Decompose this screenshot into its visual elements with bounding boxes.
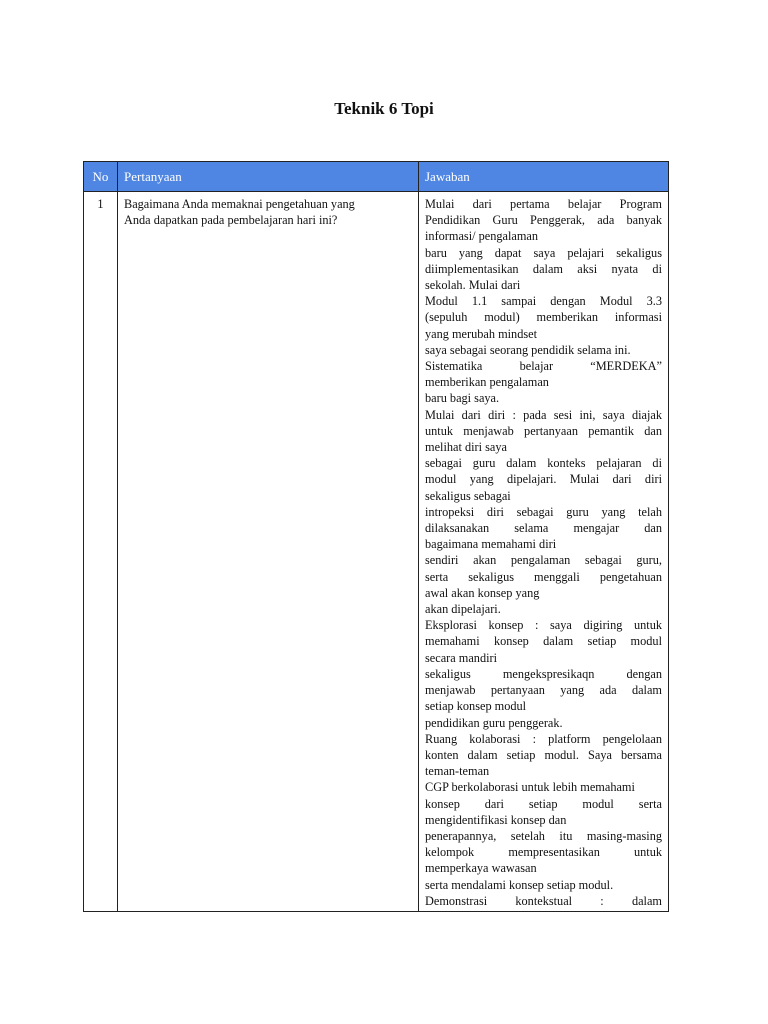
answer-line: Eksplorasi konsep : saya digiring untuk <box>425 618 662 633</box>
answer-line: baru bagi saya. <box>425 391 500 406</box>
answer-line: diimplementasikan dalam aksi nyata di <box>425 261 662 276</box>
answer-line: setiap konsep modul <box>425 699 527 714</box>
answer-line: memahami konsep dalam setiap modul <box>425 634 662 649</box>
qa-table <box>83 161 669 912</box>
answer-line: baru yang dapat saya pelajari sekaligus <box>425 245 662 260</box>
answer-line: Modul 1.1 sampai dengan Modul 3.3 <box>425 294 662 309</box>
answer-line: Ruang kolaborasi : platform pengelolaan <box>425 731 662 746</box>
header-no: No <box>84 162 118 192</box>
answer-line: sebagai guru dalam konteks pelajaran di <box>425 456 662 471</box>
document-title: Teknik 6 Topi <box>334 99 434 118</box>
answer-line: intropeksi diri sebagai guru yang telah <box>425 504 662 519</box>
answer-line: Demonstrasi kontekstual : dalam <box>425 893 662 908</box>
answer-line: teman-teman <box>425 764 490 779</box>
answer-line: mengidentifikasi konsep dan <box>425 812 567 827</box>
answer-line: Sistematika belajar “MERDEKA” <box>425 359 662 374</box>
question-line: Bagaimana Anda memaknai pengetahuan yang <box>124 197 355 211</box>
answer-line: menjawab pertanyaan yang ada dalam <box>425 683 662 698</box>
answer-line: awal akan konsep yang <box>425 585 540 600</box>
answer-line: serta sekaligus menggali pengetahuan <box>425 569 662 584</box>
header-question: Pertanyaan <box>118 162 419 192</box>
answer-line: Pendidikan Guru Penggerak, ada banyak <box>425 213 662 228</box>
answer-line: (sepuluh modul) memberikan informasi <box>425 310 662 325</box>
question-line: Anda dapatkan pada pembelajaran hari ini? <box>124 213 338 228</box>
answer-line: akan dipelajari. <box>425 602 501 617</box>
answer-line: konten dalam setiap modul. Saya bersama <box>425 747 662 762</box>
header-answer: Jawaban <box>419 162 669 192</box>
answer-line: sekaligus mengekspresikaqn dengan <box>425 666 662 681</box>
answer-line: CGP berkolaborasi untuk lebih memahami <box>425 780 635 795</box>
table-header-row <box>84 162 669 192</box>
answer-line: bagaimana memahami diri <box>425 537 557 552</box>
answer-line: secara mandiri <box>425 650 498 665</box>
question-cell <box>118 192 419 912</box>
answer-line: konsep dari setiap modul serta <box>425 796 662 811</box>
answer-line: saya sebagai seorang pendidik selama ini. <box>425 342 631 357</box>
table-row <box>84 192 669 912</box>
answer-line: melihat diri saya <box>425 440 507 455</box>
answer-line: informasi/ pengalaman <box>425 229 539 244</box>
answer-line: memberikan pengalaman <box>425 375 549 390</box>
answer-line: memperkaya wawasan <box>425 861 537 876</box>
answer-line: modul yang dipelajari. Mulai dari diri <box>425 472 662 487</box>
answer-line: Mulai dari pertama belajar Program <box>425 197 662 211</box>
answer-line: kelompok mempresentasikan untuk <box>425 845 662 860</box>
answer-line: sendiri akan pengalaman sebagai guru, <box>425 553 662 568</box>
answer-line: untuk menjawab pertanyaan pemantik dan <box>425 423 662 438</box>
answer-line: sekaligus sebagai <box>425 488 511 503</box>
row-number: 1 <box>84 192 118 912</box>
answer-line: serta mendalami konsep setiap modul. <box>425 877 614 892</box>
answer-cell <box>419 192 669 912</box>
answer-line: yang merubah mindset <box>425 326 538 341</box>
answer-line: Mulai dari diri : pada sesi ini, saya diajak <box>425 407 662 422</box>
answer-line: dilaksanakan selama mengajar dan <box>425 521 662 536</box>
answer-line: sekolah. Mulai dari <box>425 278 521 293</box>
answer-line: penerapannya, setelah itu masing-masing <box>425 828 662 843</box>
answer-line: pendidikan guru penggerak. <box>425 715 563 730</box>
